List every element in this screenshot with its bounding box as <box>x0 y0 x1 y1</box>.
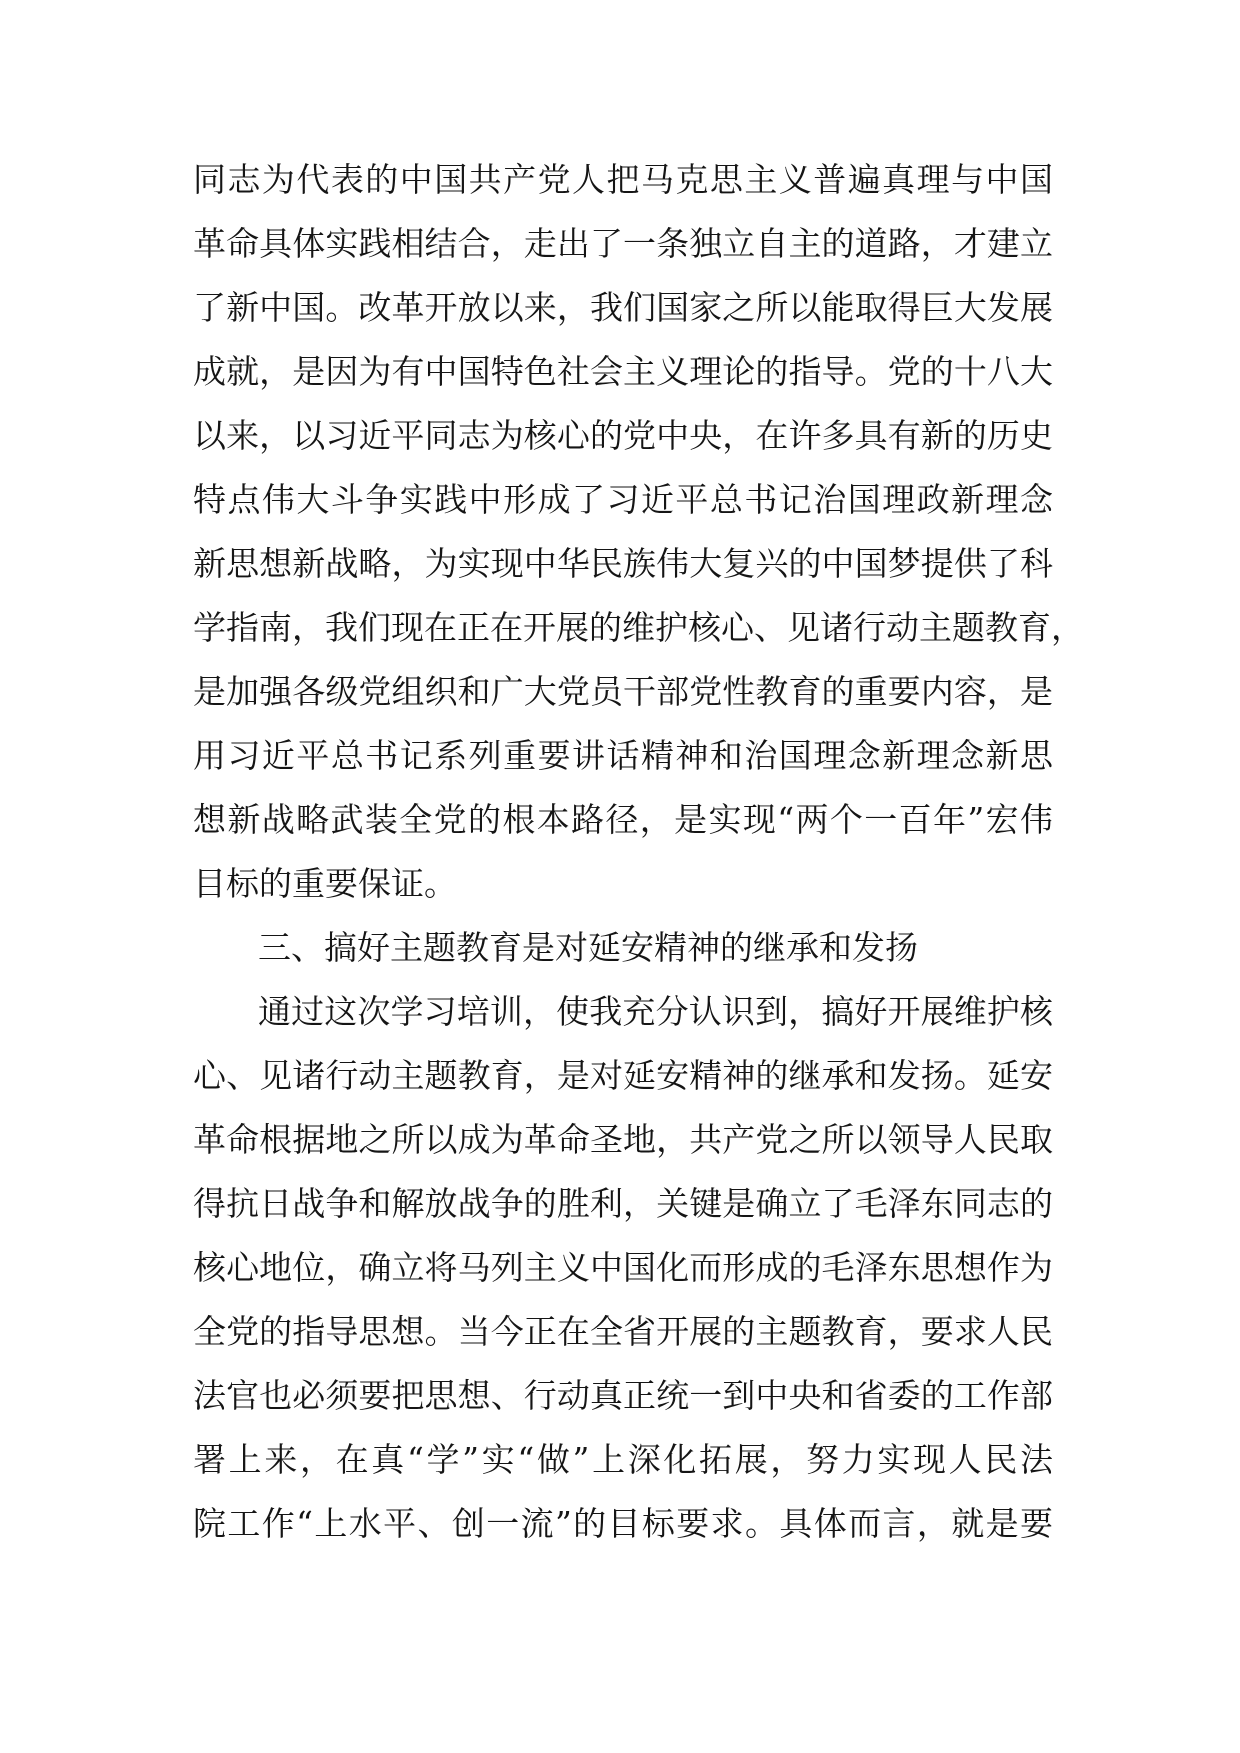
text-line: 学指南，我们现在正在开展的维护核心、见诸行动主题教育， <box>193 608 1084 647</box>
text-line: 了新中国。改革开放以来，我们国家之所以能取得巨大发展 <box>193 288 1053 327</box>
text-line: 成就，是因为有中国特色社会主义理论的指导。党的十八大 <box>193 352 1053 391</box>
text-line: 通过这次学习培训，使我充分认识到，搞好开展维护核 <box>258 992 1053 1031</box>
text-line: 想新战略武装全党的根本路径，是实现“两个一百年”宏伟 <box>193 800 1053 839</box>
text-line: 目标的重要保证。 <box>193 864 457 903</box>
text-line: 院工作“上水平、创一流”的目标要求。具体而言，就是要 <box>193 1504 1053 1543</box>
text-line: 心、见诸行动主题教育，是对延安精神的继承和发扬。延安 <box>193 1056 1053 1095</box>
text-line: 得抗日战争和解放战争的胜利，关键是确立了毛泽东同志的 <box>193 1184 1053 1223</box>
text-line: 全党的指导思想。当今正在全省开展的主题教育，要求人民 <box>193 1312 1053 1351</box>
text-line: 新思想新战略，为实现中华民族伟大复兴的中国梦提供了科 <box>193 544 1053 583</box>
text-line: 革命具体实践相结合，走出了一条独立自主的道路，才建立 <box>193 224 1053 263</box>
text-line: 法官也必须要把思想、行动真正统一到中央和省委的工作部 <box>193 1376 1053 1415</box>
text-line: 以来，以习近平同志为核心的党中央，在许多具有新的历史 <box>193 416 1053 455</box>
text-line: 是加强各级党组织和广大党员干部党性教育的重要内容，是 <box>193 672 1053 711</box>
section-heading: 三、搞好主题教育是对延安精神的继承和发扬 <box>258 928 918 967</box>
text-line: 革命根据地之所以成为革命圣地，共产党之所以领导人民取 <box>193 1120 1053 1159</box>
text-line: 特点伟大斗争实践中形成了习近平总书记治国理政新理念 <box>193 480 1053 519</box>
text-line: 同志为代表的中国共产党人把马克思主义普遍真理与中国 <box>193 160 1053 199</box>
text-line: 署上来，在真“学”实“做”上深化拓展，努力实现人民法 <box>193 1440 1053 1479</box>
text-line: 用习近平总书记系列重要讲话精神和治国理念新理念新思 <box>193 736 1053 775</box>
text-line: 核心地位，确立将马列主义中国化而形成的毛泽东思想作为 <box>193 1248 1053 1287</box>
